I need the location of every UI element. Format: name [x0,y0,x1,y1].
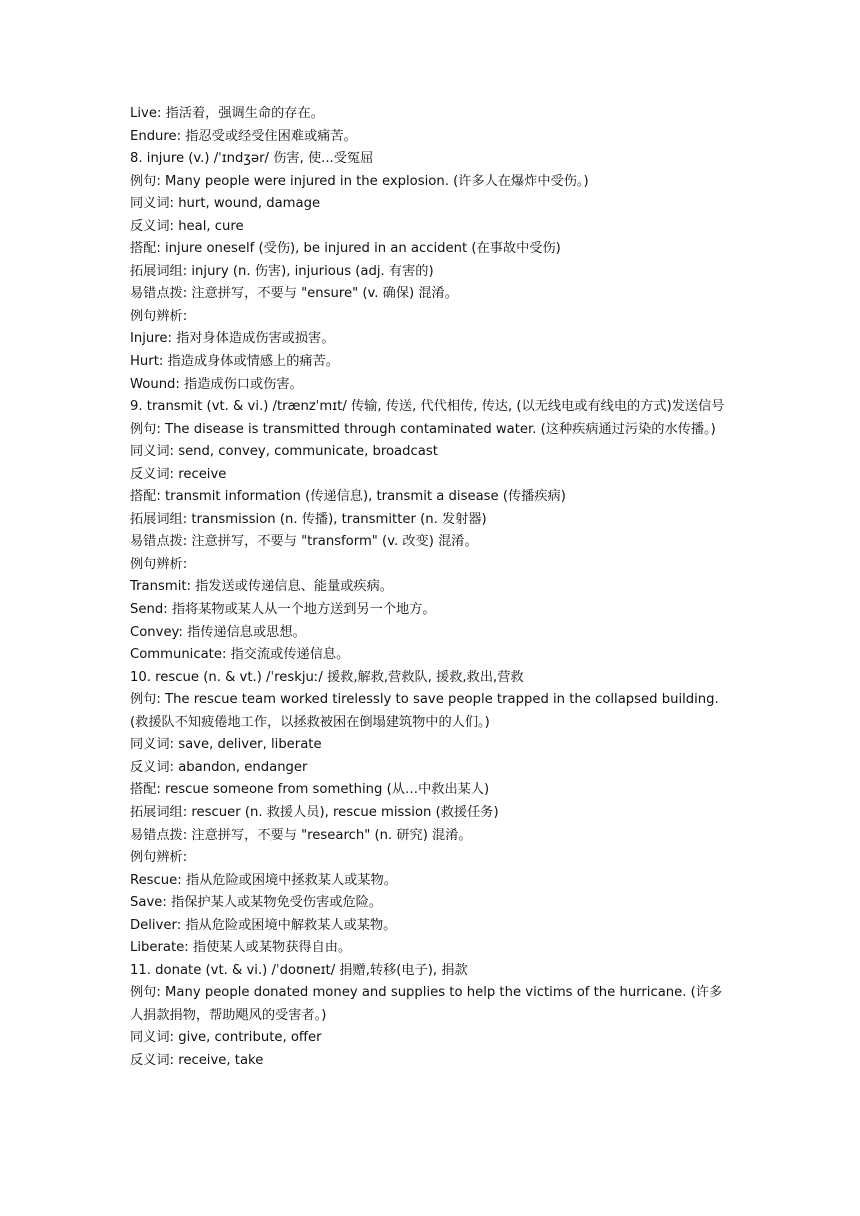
text-line-endure: Endure: 指忍受或经受住困难或痛苦。 [130,128,357,144]
usage-save: Save: 指保护某人或某物免受伤害或危险。 [130,895,383,911]
synonyms: 同义词: save, deliver, liberate [130,737,322,753]
usage-comparison-heading: 例句辨析: [130,850,188,866]
usage-transmit: Transmit: 指发送或传递信息、能量或疾病。 [130,579,393,595]
extended-phrases: 拓展词组: rescuer (n. 救援人员), rescue mission (救援任务) [130,804,499,820]
common-mistake-tip: 易错点拨: 注意拼写，不要与 "ensure" (v. 确保) 混淆。 [130,286,458,302]
example-sentence: 例句: Many people were injured in the explosion. (许多人在爆炸中受伤。) [130,173,589,189]
example-sentence: 例句: The disease is transmitted through contaminated water. (这种疾病通过污染的水传播。) [130,421,716,437]
usage-comparison-heading: 例句辨析: [130,556,188,572]
entry-heading-rescue: 10. rescue (n. & vt.) /ˈreskjuː/ 援救,解救,营救队, 援救,救出,营救 [130,669,524,685]
synonyms: 同义词: hurt, wound, damage [130,196,321,212]
entry-heading-injure: 8. injure (v.) /ˈɪndʒər/ 伤害, 使...受冤屈 [130,151,374,167]
usage-deliver: Deliver: 指从危险或困境中解救某人或某物。 [130,917,397,933]
document-page [130,103,735,1073]
entry-heading-transmit: 9. transmit (vt. & vi.) /trænzˈmɪt/ 传输, 传送, 代代相传, 传达, (以无线电或有线电的方式)发送信号 [130,399,725,415]
synonyms: 同义词: give, contribute, offer [130,1030,322,1046]
collocations: 搭配: transmit information (传递信息), transmit a disease (传播疾病) [130,489,566,505]
usage-hurt: Hurt: 指造成身体或情感上的痛苦。 [130,354,339,370]
example-sentence: 例句: The rescue team worked tirelessly to save people trapped in the collapsed building. (救援队不知疲倦地工作，以拯救被困在倒塌建筑物中的人们。) [130,692,719,730]
usage-rescue: Rescue: 指从危险或困境中拯救某人或某物。 [130,872,397,888]
antonyms: 反义词: receive [130,466,227,482]
antonyms: 反义词: abandon, endanger [130,759,308,775]
entry-heading-donate: 11. donate (vt. & vi.) /ˈdoʊneɪt/ 捐赠,转移(电子), 捐款 [130,962,468,978]
example-sentence: 例句: Many people donated money and supplies to help the victims of the hurricane. (许多人捐款捐物，帮助飓风的受害者。) [130,985,723,1023]
usage-convey: Convey: 指传递信息或思想。 [130,624,306,640]
common-mistake-tip: 易错点拨: 注意拼写，不要与 "research" (n. 研究) 混淆。 [130,827,472,843]
usage-send: Send: 指将某物或某人从一个地方送到另一个地方。 [130,602,436,618]
usage-liberate: Liberate: 指使某人或某物获得自由。 [130,940,352,956]
collocations: 搭配: injure oneself (受伤), be injured in an accident (在事故中受伤) [130,241,561,257]
usage-injure: Injure: 指对身体造成伤害或损害。 [130,331,335,347]
extended-phrases: 拓展词组: injury (n. 伤害), injurious (adj. 有害的) [130,263,434,279]
antonyms: 反义词: heal, cure [130,218,244,234]
synonyms: 同义词: send, convey, communicate, broadcast [130,444,438,460]
usage-comparison-heading: 例句辨析: [130,308,188,324]
antonyms: 反义词: receive, take [130,1052,264,1068]
collocations: 搭配: rescue someone from something (从…中救出某人) [130,782,490,798]
text-line-live: Live: 指活着，强调生命的存在。 [130,106,324,121]
usage-communicate: Communicate: 指交流或传递信息。 [130,647,350,663]
common-mistake-tip: 易错点拨: 注意拼写，不要与 "transform" (v. 改变) 混淆。 [130,534,478,550]
extended-phrases: 拓展词组: transmission (n. 传播), transmitter (n. 发射器) [130,511,487,527]
usage-wound: Wound: 指造成伤口或伤害。 [130,376,303,392]
